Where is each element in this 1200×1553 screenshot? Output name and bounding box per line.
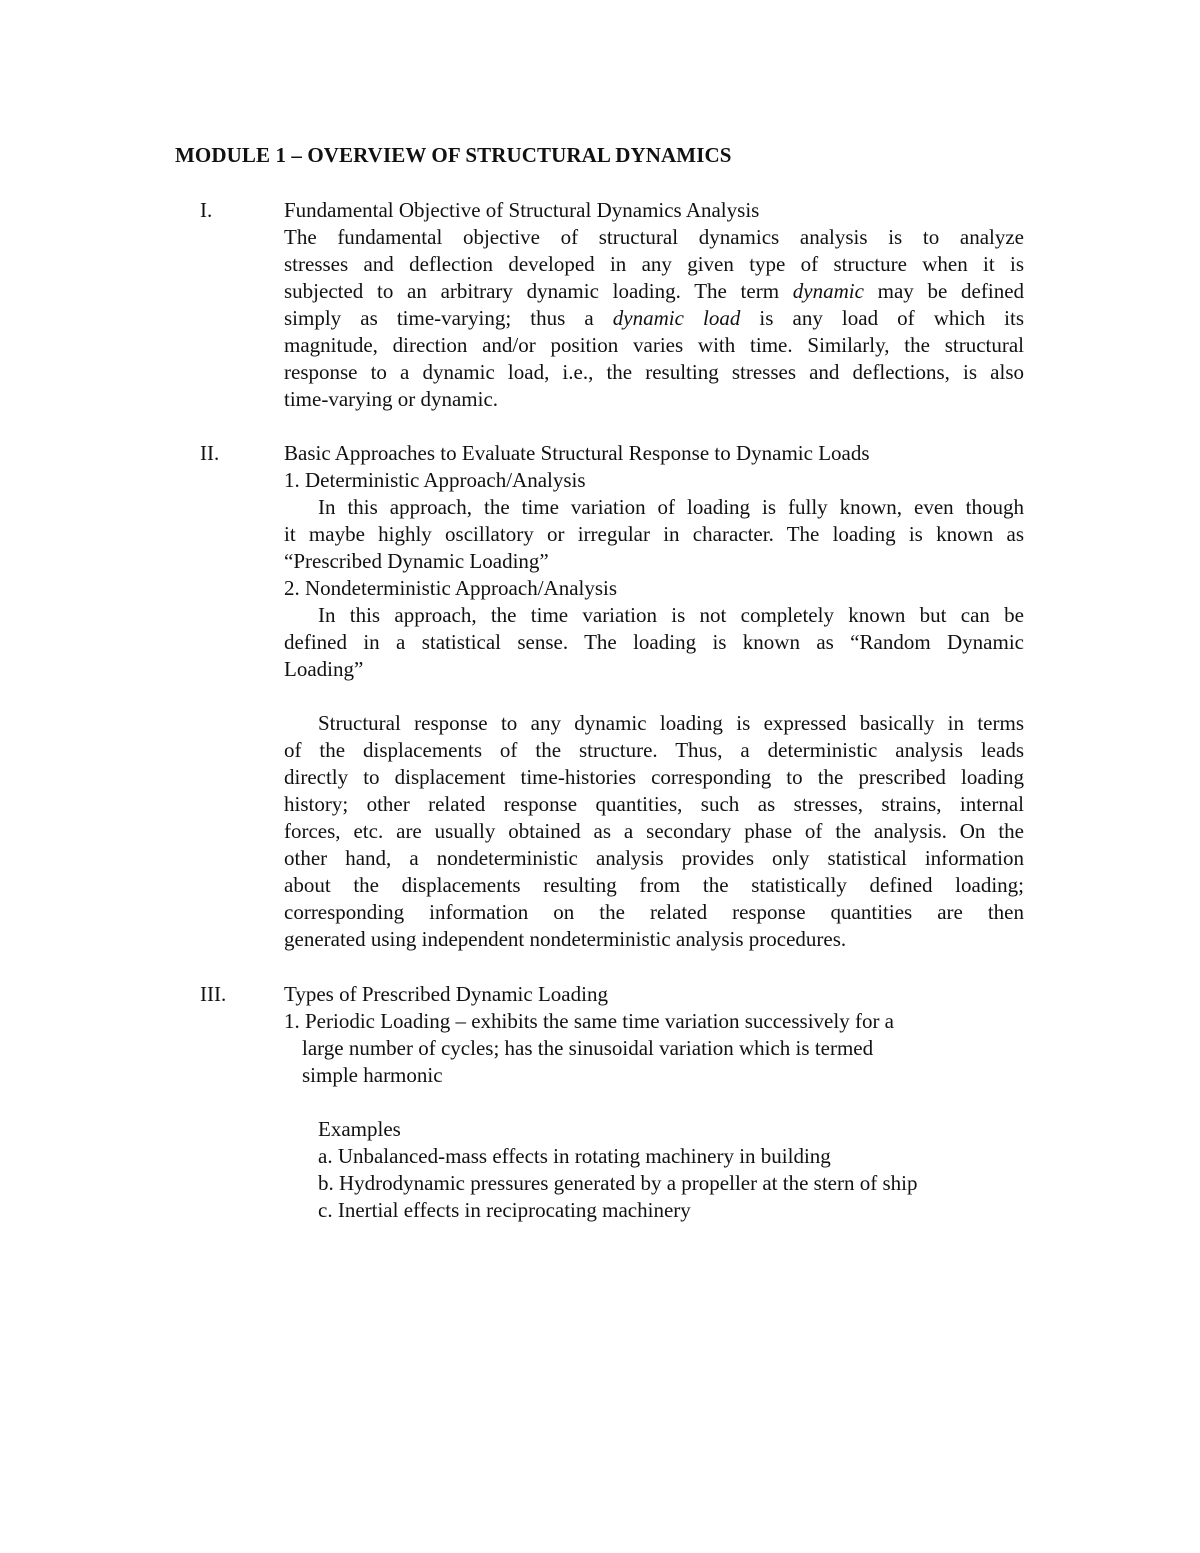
example-item: b. Hydrodynamic pressures generated by a propeller at the stern of ship [318, 1171, 918, 1195]
example-item: a. Unbalanced-mass effects in rotating machinery in building [318, 1144, 831, 1168]
list-item: 1. Periodic Loading – exhibits the same time variation successively for a [284, 1009, 895, 1033]
paragraph-line: other hand, a nondeterministic analysis provides only statistical information [284, 846, 1024, 870]
examples-label: Examples [318, 1117, 401, 1141]
paragraph-line: Structural response to any dynamic loading is expressed basically in terms [318, 711, 1024, 735]
list-item-text: In this approach, the time variation is not completely known but can be [318, 603, 1024, 627]
text-run: is any load of which its [759, 306, 1025, 330]
section-1-line: time-varying or dynamic. [284, 387, 499, 411]
text-run: may be defined [877, 279, 1025, 303]
blank-line [284, 683, 1024, 710]
list-item-text: In this approach, the time variation of loading is fully known, even though [318, 495, 1024, 519]
paragraph-line: directly to displacement time-histories corresponding to the prescribed loading [284, 765, 1024, 789]
section-3-heading: Types of Prescribed Dynamic Loading [284, 982, 608, 1006]
section-2-content [284, 440, 1024, 953]
emphasis-dynamic: dynamic [792, 279, 864, 303]
example-item: c. Inertial effects in reciprocating machinery [318, 1198, 691, 1222]
section-1-line: magnitude, direction and/or position varies with time. Similarly, the structural [284, 333, 1024, 357]
section-1-line: The fundamental objective of structural dynamics analysis is to analyze [284, 225, 1024, 249]
section-3-content [284, 981, 1024, 1224]
section-1-line: response to a dynamic load, i.e., the resulting stresses and deflections, is also [284, 360, 1024, 384]
list-item-text: simple harmonic [302, 1063, 443, 1087]
paragraph-line: history; other related response quantities, such as stresses, strains, internal [284, 792, 1024, 816]
blank-line [284, 1089, 1024, 1116]
section-1-line [284, 305, 1024, 332]
section-1-line: stresses and deflection developed in any given type of structure when it is [284, 252, 1024, 276]
paragraph-line: forces, etc. are usually obtained as a secondary phase of the analysis. On the [284, 819, 1024, 843]
paragraph-line: about the displacements resulting from the statistically defined loading; [284, 873, 1024, 897]
section-1-content [284, 197, 1024, 413]
text-run: subjected to an arbitrary dynamic loading. The term [284, 279, 780, 303]
paragraph-line: generated using independent nondeterministic analysis procedures. [284, 927, 847, 951]
section-2-numeral: II. [200, 441, 220, 465]
section-2-heading: Basic Approaches to Evaluate Structural Response to Dynamic Loads [284, 441, 870, 465]
paragraph-line: of the displacements of the structure. Thus, a deterministic analysis leads [284, 738, 1024, 762]
list-item-text: Loading” [284, 657, 364, 681]
section-1-numeral: I. [200, 198, 213, 222]
section-1-line [284, 278, 1024, 305]
section-1-heading: Fundamental Objective of Structural Dynamics Analysis [284, 198, 760, 222]
list-item: 1. Deterministic Approach/Analysis [284, 468, 586, 492]
list-item-text: it maybe highly oscillatory or irregular in character. The loading is known as [284, 522, 1024, 546]
emphasis-dynamic-load: dynamic load [612, 306, 741, 330]
list-item-text: large number of cycles; has the sinusoidal variation which is termed [302, 1036, 874, 1060]
list-item: 2. Nondeterministic Approach/Analysis [284, 576, 618, 600]
section-3-numeral: III. [200, 982, 227, 1006]
list-item-text: “Prescribed Dynamic Loading” [284, 549, 549, 573]
text-run: simply as time-varying; thus a [284, 306, 594, 330]
module-title: MODULE 1 – OVERVIEW OF STRUCTURAL DYNAMICS [175, 143, 732, 167]
list-item-text: defined in a statistical sense. The loading is known as “Random Dynamic [284, 630, 1024, 654]
paragraph-line: corresponding information on the related response quantities are then [284, 900, 1024, 924]
